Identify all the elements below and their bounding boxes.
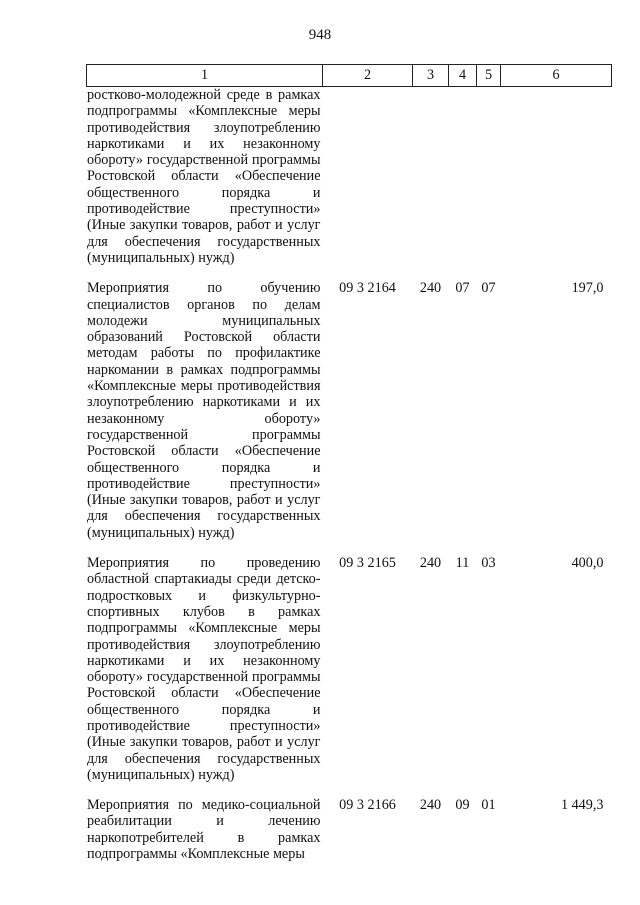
row-col-4: 07 — [455, 280, 470, 297]
header-col-2: 2 — [323, 65, 413, 87]
header-col-4: 4 — [449, 65, 477, 87]
row-col-4: 11 — [455, 555, 470, 572]
table-header — [87, 65, 612, 87]
row-description: ростково-молодежной среде в рамках подпрограммы «Комплексные меры противодействия злоупотреблению наркотиками и их незаконному обороту» государственной программы Ростовской области «Обеспечение общественного порядка и противодействие преступности» (Иные закупки товаров, работ и услуг для обеспечения государственных (муниципальных) нужд) — [87, 87, 323, 279]
row-description: Мероприятия по медико-социальной реабилитации и лечению наркопотребителей в рамках подпрограммы «Комплексные меры — [87, 795, 323, 874]
row-amount: 1 449,3 — [560, 797, 604, 814]
row-col-4: 09 — [455, 797, 470, 814]
row-col-4 — [449, 87, 477, 279]
row-code: 09 3 2166 — [339, 797, 396, 814]
row-amount: 197,0 — [571, 280, 604, 297]
row-code — [323, 87, 413, 279]
page-number: 948 — [308, 27, 332, 43]
row-col-3: 240 — [419, 797, 442, 814]
table-row — [87, 278, 612, 553]
row-col-5: 01 — [481, 797, 496, 814]
table-row — [87, 553, 612, 795]
row-code: 09 3 2164 — [339, 280, 396, 297]
header-col-5: 5 — [477, 65, 501, 87]
row-description: Мероприятия по проведению областной спартакиады среди детско-подростковых и физкультурно-спортивных клубов в рамках подпрограммы «Комплексные меры противодействия злоупотреблению наркотиками и их незаконному обороту» государственной программы Ростовской области «Обеспечение общественного порядка и противодействие преступности» (Иные закупки товаров, работ и услуг для обеспечения государственных (муниципальных) нужд) — [87, 553, 323, 795]
header-col-3: 3 — [413, 65, 449, 87]
table-row — [87, 795, 612, 874]
header-col-6: 6 — [501, 65, 612, 87]
row-amount: 400,0 — [571, 555, 604, 572]
budget-table — [86, 64, 612, 874]
row-code: 09 3 2165 — [339, 555, 396, 572]
row-col-5: 07 — [481, 280, 496, 297]
row-col-5 — [477, 87, 501, 279]
row-amount — [501, 87, 612, 279]
row-col-3 — [413, 87, 449, 279]
row-col-5: 03 — [481, 555, 496, 572]
row-col-3: 240 — [419, 280, 442, 297]
row-description: Мероприятия по обучению специалистов органов по делам молодежи муниципальных образований Ростовской области методам работы по профилактике наркомании в рамках подпрограммы «Комплексные меры противодействия злоупотреблению наркотиками и их незаконному обороту» государственной программы Ростовской области «Обеспечение общественного порядка и противодействие преступности» (Иные закупки товаров, работ и услуг для обеспечения государственных (муниципальных) нужд) — [87, 278, 323, 553]
header-col-1: 1 — [87, 65, 323, 87]
row-col-3: 240 — [419, 555, 442, 572]
table-row — [87, 87, 612, 279]
